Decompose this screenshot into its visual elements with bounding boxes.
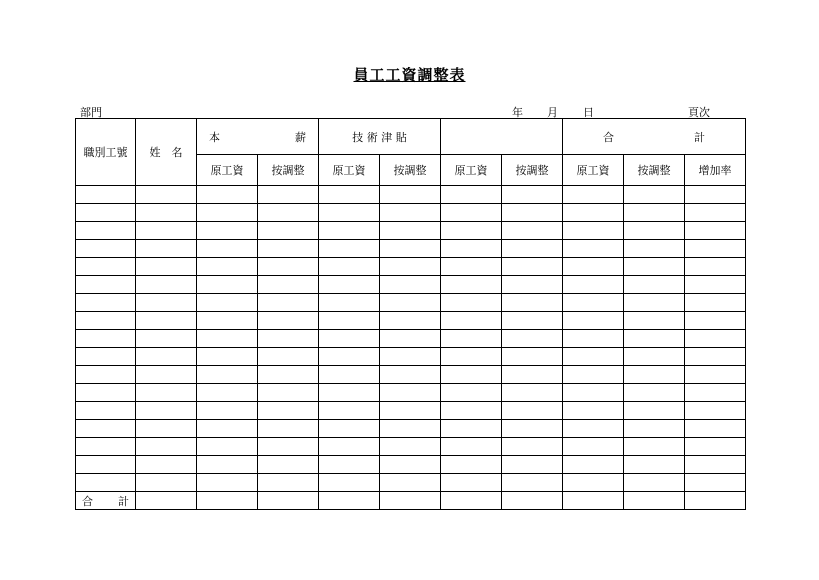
table-cell[interactable] — [441, 348, 502, 366]
header-total-1: 合 — [603, 130, 614, 144]
table-cell[interactable] — [502, 240, 563, 258]
table-cell[interactable] — [258, 402, 319, 420]
table-cell[interactable] — [258, 474, 319, 492]
sub-increase-rate: 增加率 — [685, 155, 746, 186]
table-cell[interactable] — [319, 276, 380, 294]
table-cell[interactable] — [624, 474, 685, 492]
table-cell[interactable] — [624, 402, 685, 420]
table-cell[interactable] — [258, 204, 319, 222]
table-cell[interactable] — [563, 240, 624, 258]
table-cell[interactable] — [258, 366, 319, 384]
salary-adjustment-table — [75, 118, 746, 510]
table-row — [76, 222, 746, 240]
table-cell[interactable] — [319, 474, 380, 492]
table-cell[interactable] — [563, 312, 624, 330]
table-cell[interactable] — [136, 186, 197, 204]
footer-total-label — [76, 492, 136, 510]
sub-adjusted: 按調整 — [624, 155, 685, 186]
table-cell[interactable] — [258, 294, 319, 312]
table-cell[interactable] — [624, 330, 685, 348]
table-cell[interactable] — [380, 312, 441, 330]
header-total-2: 計 — [694, 130, 706, 144]
table-cell[interactable] — [685, 276, 746, 294]
table-cell[interactable] — [502, 330, 563, 348]
table-cell[interactable] — [502, 420, 563, 438]
table-cell[interactable] — [624, 258, 685, 276]
table-cell[interactable] — [76, 366, 136, 384]
table-cell[interactable] — [197, 456, 258, 474]
table-cell[interactable] — [502, 312, 563, 330]
table-cell[interactable] — [258, 222, 319, 240]
table-cell[interactable] — [685, 420, 746, 438]
sub-adjusted: 按調整 — [380, 155, 441, 186]
table-cell[interactable] — [624, 276, 685, 294]
table-cell[interactable] — [136, 384, 197, 402]
year-label: 年 — [512, 106, 523, 119]
table-cell[interactable] — [685, 204, 746, 222]
total-cell[interactable] — [685, 492, 746, 510]
table-cell[interactable] — [502, 438, 563, 456]
table-cell[interactable] — [441, 366, 502, 384]
table-cell[interactable] — [319, 312, 380, 330]
table-cell[interactable] — [258, 276, 319, 294]
table-cell[interactable] — [76, 222, 136, 240]
table-cell[interactable] — [197, 294, 258, 312]
header-base-salary-2: 薪 — [295, 130, 306, 144]
table-cell[interactable] — [624, 438, 685, 456]
table-cell[interactable] — [624, 240, 685, 258]
table-cell[interactable] — [380, 276, 441, 294]
table-cell[interactable] — [76, 348, 136, 366]
table-cell[interactable] — [685, 222, 746, 240]
table-cell[interactable] — [380, 384, 441, 402]
sub-original-wage: 原工資 — [319, 155, 380, 186]
table-cell[interactable] — [380, 420, 441, 438]
table-cell[interactable] — [685, 312, 746, 330]
table-row — [76, 402, 746, 420]
table-cell[interactable] — [76, 258, 136, 276]
table-cell[interactable] — [197, 330, 258, 348]
table-row — [76, 420, 746, 438]
header-employee-id: 職別工號 — [76, 119, 136, 186]
table-cell[interactable] — [563, 330, 624, 348]
table-cell[interactable] — [563, 204, 624, 222]
table-cell[interactable] — [197, 438, 258, 456]
table-cell[interactable] — [563, 456, 624, 474]
table-cell[interactable] — [380, 294, 441, 312]
table-cell[interactable] — [197, 474, 258, 492]
table-row — [76, 186, 746, 204]
total-cell[interactable] — [502, 492, 563, 510]
table-row — [76, 384, 746, 402]
table-row — [76, 240, 746, 258]
table-cell[interactable] — [76, 420, 136, 438]
page-number-label: 頁次 — [688, 106, 710, 119]
table-cell[interactable] — [319, 438, 380, 456]
table-cell[interactable] — [319, 240, 380, 258]
table-cell[interactable] — [76, 186, 136, 204]
table-cell[interactable] — [319, 186, 380, 204]
sub-adjusted: 按調整 — [502, 155, 563, 186]
table-cell[interactable] — [136, 276, 197, 294]
table-row — [76, 258, 746, 276]
table-cell[interactable] — [197, 420, 258, 438]
table-cell[interactable] — [441, 330, 502, 348]
table-cell[interactable] — [197, 240, 258, 258]
table-cell[interactable] — [441, 240, 502, 258]
table-cell[interactable] — [563, 222, 624, 240]
table-cell[interactable] — [197, 276, 258, 294]
department-label: 部門 — [80, 106, 102, 119]
table-cell[interactable] — [319, 294, 380, 312]
table-cell[interactable] — [136, 366, 197, 384]
table-body — [76, 186, 746, 492]
header-name: 姓 名 — [136, 119, 197, 186]
table-cell[interactable] — [136, 222, 197, 240]
total-cell[interactable] — [319, 492, 380, 510]
table-row — [76, 456, 746, 474]
table-row — [76, 294, 746, 312]
table-row — [76, 330, 746, 348]
table-cell[interactable] — [197, 204, 258, 222]
table-row — [76, 204, 746, 222]
table-cell[interactable] — [441, 474, 502, 492]
table-cell[interactable] — [563, 420, 624, 438]
table-cell[interactable] — [563, 438, 624, 456]
table-cell[interactable] — [197, 222, 258, 240]
total-cell[interactable] — [441, 492, 502, 510]
table-cell[interactable] — [76, 276, 136, 294]
table-cell[interactable] — [502, 348, 563, 366]
table-cell[interactable] — [136, 204, 197, 222]
table-cell[interactable] — [197, 402, 258, 420]
table-row — [76, 474, 746, 492]
table-cell[interactable] — [502, 384, 563, 402]
table-cell[interactable] — [136, 240, 197, 258]
table-cell[interactable] — [197, 366, 258, 384]
sub-original-wage: 原工資 — [197, 155, 258, 186]
table-cell[interactable] — [258, 438, 319, 456]
table-cell[interactable] — [258, 240, 319, 258]
table-cell[interactable] — [441, 438, 502, 456]
table-cell[interactable] — [258, 420, 319, 438]
table-cell[interactable] — [380, 366, 441, 384]
total-cell[interactable] — [624, 492, 685, 510]
table-cell[interactable] — [136, 402, 197, 420]
table-cell[interactable] — [76, 330, 136, 348]
table-cell[interactable] — [502, 456, 563, 474]
total-cell[interactable] — [380, 492, 441, 510]
table-row — [76, 438, 746, 456]
table-cell[interactable] — [502, 402, 563, 420]
table-cell[interactable] — [685, 474, 746, 492]
footer-total-1: 合 — [82, 494, 93, 508]
table-cell[interactable] — [319, 258, 380, 276]
table-cell[interactable] — [136, 456, 197, 474]
table-cell[interactable] — [136, 258, 197, 276]
table-cell[interactable] — [380, 186, 441, 204]
month-label: 月 — [547, 106, 558, 119]
table-cell[interactable] — [380, 456, 441, 474]
table-cell[interactable] — [197, 186, 258, 204]
table-cell[interactable] — [258, 312, 319, 330]
table-cell[interactable] — [685, 456, 746, 474]
table-cell[interactable] — [502, 204, 563, 222]
table-cell[interactable] — [319, 420, 380, 438]
table-cell[interactable] — [136, 474, 197, 492]
table-cell[interactable] — [319, 366, 380, 384]
table-cell[interactable] — [76, 294, 136, 312]
table-cell[interactable] — [502, 186, 563, 204]
table-cell[interactable] — [197, 348, 258, 366]
table-cell[interactable] — [685, 348, 746, 366]
footer-total-2: 計 — [118, 494, 129, 508]
sub-original-wage: 原工資 — [441, 155, 502, 186]
table-cell[interactable] — [136, 330, 197, 348]
total-cell[interactable] — [258, 492, 319, 510]
table-cell[interactable] — [441, 384, 502, 402]
table-cell[interactable] — [624, 348, 685, 366]
sub-original-wage: 原工資 — [563, 155, 624, 186]
table-cell[interactable] — [441, 204, 502, 222]
table-cell[interactable] — [563, 384, 624, 402]
table-cell[interactable] — [685, 240, 746, 258]
total-cell[interactable] — [197, 492, 258, 510]
table-cell[interactable] — [380, 402, 441, 420]
total-cell[interactable] — [563, 492, 624, 510]
table-cell[interactable] — [502, 276, 563, 294]
table-cell[interactable] — [624, 294, 685, 312]
table-cell[interactable] — [76, 474, 136, 492]
table-cell[interactable] — [685, 294, 746, 312]
table-cell[interactable] — [258, 384, 319, 402]
header-tech-allowance: 技 術 津 貼 — [319, 119, 441, 155]
table-cell[interactable] — [136, 294, 197, 312]
table-cell[interactable] — [441, 294, 502, 312]
table-cell[interactable] — [380, 204, 441, 222]
header-base-salary-1: 本 — [209, 130, 220, 144]
table-cell[interactable] — [136, 348, 197, 366]
table-cell[interactable] — [441, 312, 502, 330]
table-cell[interactable] — [197, 258, 258, 276]
header-base-salary — [197, 119, 319, 155]
table-cell[interactable] — [441, 186, 502, 204]
table-cell[interactable] — [380, 438, 441, 456]
table-cell[interactable] — [624, 222, 685, 240]
table-cell[interactable] — [502, 366, 563, 384]
table-cell[interactable] — [502, 474, 563, 492]
table-cell[interactable] — [258, 258, 319, 276]
table-cell[interactable] — [563, 474, 624, 492]
table-cell[interactable] — [319, 456, 380, 474]
table-cell[interactable] — [76, 240, 136, 258]
table-cell[interactable] — [136, 420, 197, 438]
table-cell[interactable] — [624, 420, 685, 438]
table-cell[interactable] — [624, 456, 685, 474]
table-cell[interactable] — [624, 366, 685, 384]
table-cell[interactable] — [136, 312, 197, 330]
header-blank-group — [441, 119, 563, 155]
table-cell[interactable] — [319, 348, 380, 366]
table-cell[interactable] — [319, 204, 380, 222]
table-cell[interactable] — [685, 384, 746, 402]
table-cell[interactable] — [685, 258, 746, 276]
table-cell[interactable] — [624, 204, 685, 222]
table-cell[interactable] — [685, 438, 746, 456]
table-cell[interactable] — [380, 330, 441, 348]
table-cell[interactable] — [258, 456, 319, 474]
table-cell[interactable] — [685, 330, 746, 348]
table-cell[interactable] — [685, 366, 746, 384]
table-cell[interactable] — [76, 456, 136, 474]
table-cell[interactable] — [563, 366, 624, 384]
table-cell[interactable] — [258, 186, 319, 204]
table-cell[interactable] — [563, 402, 624, 420]
table-cell[interactable] — [380, 222, 441, 240]
table-cell[interactable] — [502, 294, 563, 312]
table-row — [76, 276, 746, 294]
sub-adjusted: 按調整 — [258, 155, 319, 186]
table-cell[interactable] — [441, 456, 502, 474]
table-cell[interactable] — [76, 402, 136, 420]
table-cell[interactable] — [502, 258, 563, 276]
table-cell[interactable] — [624, 186, 685, 204]
table-cell[interactable] — [197, 312, 258, 330]
table-cell[interactable] — [441, 402, 502, 420]
table-cell[interactable] — [258, 330, 319, 348]
table-cell[interactable] — [624, 312, 685, 330]
table-cell[interactable] — [76, 438, 136, 456]
table-cell[interactable] — [319, 402, 380, 420]
table-row — [76, 366, 746, 384]
total-cell[interactable] — [136, 492, 197, 510]
table-cell[interactable] — [563, 348, 624, 366]
table-cell[interactable] — [380, 240, 441, 258]
day-label: 日 — [583, 106, 594, 119]
table-cell[interactable] — [76, 312, 136, 330]
table-row — [76, 312, 746, 330]
page-title: 員工工資調整表 — [353, 66, 466, 84]
table-cell[interactable] — [319, 384, 380, 402]
table-cell[interactable] — [441, 258, 502, 276]
table-cell[interactable] — [441, 222, 502, 240]
table-cell[interactable] — [319, 330, 380, 348]
table-cell[interactable] — [197, 384, 258, 402]
table-cell[interactable] — [502, 222, 563, 240]
table-cell[interactable] — [136, 438, 197, 456]
table-cell[interactable] — [441, 276, 502, 294]
table-cell[interactable] — [258, 348, 319, 366]
table-row — [76, 348, 746, 366]
table-cell[interactable] — [563, 258, 624, 276]
table-cell[interactable] — [380, 474, 441, 492]
table-cell[interactable] — [76, 204, 136, 222]
header-total — [563, 119, 746, 155]
table-cell[interactable] — [563, 276, 624, 294]
table-cell[interactable] — [563, 294, 624, 312]
table-cell[interactable] — [685, 402, 746, 420]
table-cell[interactable] — [685, 186, 746, 204]
table-cell[interactable] — [380, 348, 441, 366]
table-cell[interactable] — [624, 384, 685, 402]
table-cell[interactable] — [380, 258, 441, 276]
table-cell[interactable] — [76, 384, 136, 402]
table-cell[interactable] — [441, 420, 502, 438]
table-cell[interactable] — [319, 222, 380, 240]
table-cell[interactable] — [563, 186, 624, 204]
